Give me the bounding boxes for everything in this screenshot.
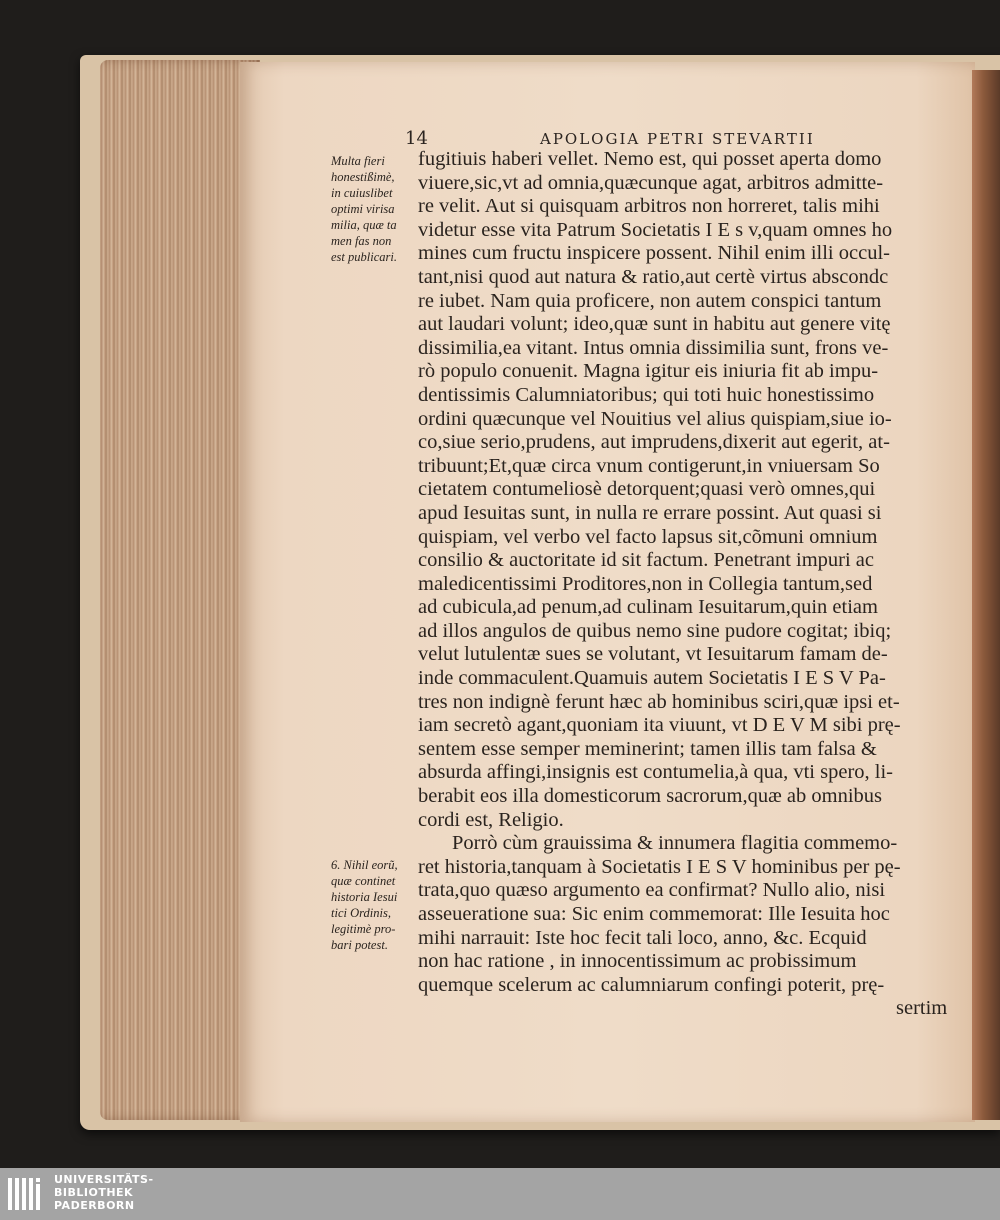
text-line: non hac ratione , in innocentissimum ac probissimum [418,950,857,973]
text-line: cietatem contumeliosè detorquent;quasi verò omnes,qui [418,478,876,501]
library-name-line: UNIVERSITÄTS- [54,1173,154,1186]
marginal-line: men fas non [331,234,392,248]
marginal-line: milia, quæ ta [331,218,397,232]
text-line: ad illos angulos de quibus nemo sine pudore cogitat; ibiq; [418,619,892,642]
marginal-line: tici Ordinis, [331,906,391,920]
marginal-line: optimi virisa [331,202,395,216]
text-line: re iubet. Nam quia proficere, non autem conspici tantum [418,289,882,312]
text-line: sentem esse semper meminerint; tamen illis tam falsa & [418,737,877,760]
text-line: aut laudari volunt; ideo,quæ sunt in habitu aut genere vitę [418,313,891,336]
marginal-line: historia Iesui [331,890,398,904]
text-line: tres non indignè ferunt hæc ab hominibus sciri,quæ ipsi et- [418,690,900,713]
marginal-note [331,857,413,953]
text-line: Porrò cùm grauissima & innumera flagitia commemo- [452,832,898,855]
text-line: videtur esse vita Patrum Societatis I E s v,quam omnes ho [418,218,893,241]
library-name-line: PADERBORN [54,1199,135,1212]
page-number: 14 [405,128,428,149]
text-line: apud Iesuitas sunt, in nulla re errare possint. Aut quasi si [418,501,882,524]
marginal-line: honestißimè, [331,170,395,184]
text-line: tant,nisi quod aut natura & ratio,aut certè virtus abscondc [418,265,889,288]
library-name [54,1173,154,1212]
text-line: tribuunt;Et,quæ circa vnum contigerunt,in vniuersam So [418,454,880,477]
text-line: inde commaculent.Quamuis autem Societatis I E S V Pa- [418,667,886,690]
text-line: dentissimis Calumniatoribus; qui toti huic honestissimo [418,383,875,406]
body-text [418,148,978,1021]
marginal-line: Multa fieri [331,154,385,168]
text-line: maledicentissimi Proditores,non in Collegia tantum,sed [418,572,873,595]
marginal-line: quæ continet [331,874,396,888]
text-line: quispiam, vel verbo vel facto lapsus sit,cõmuni omnium [418,525,878,548]
text-line: iam secretò agant,quoniam ita viuunt, vt D E V M sibi prę- [418,714,901,737]
marginal-line: legitimè pro- [331,922,396,936]
library-footer [0,1168,1000,1220]
marginal-note [331,153,413,265]
marginal-line: est publicari. [331,250,397,264]
text-line: berabit eos illa domesticorum sacrorum,quæ ab omnibus [418,785,883,808]
text-line: co,siue serio,prudens, aut imprudens,dixerit aut egerit, at- [418,431,890,454]
library-logo-icon [6,1174,46,1214]
text-line: re velit. Aut si quisquam arbitros non horreret, talis mihi [418,195,880,218]
marginal-line: in cuiuslibet [331,186,393,200]
text-line: dissimilia,ea vitant. Intus omnia dissimilia sunt, frons ve- [418,336,889,359]
text-line: mihi narrauit: Iste hoc fecit tali loco, anno, &c. Ecquid [418,926,867,949]
marginal-line: 6. Nihil eorũ, [331,858,398,872]
page-edges [100,60,260,1120]
text-line: cordi est, Religio. [418,808,564,831]
text-line: sertim [896,997,948,1020]
running-title: APOLOGIA PETRI STEVARTII [540,130,815,148]
text-line: rò populo conuenit. Magna igitur eis iniuria fit ab impu- [418,360,879,383]
text-line: asseueratione sua: Sic enim commemorat: Ille Iesuita hoc [418,903,890,925]
text-line: ordini quæcunque vel Nouitius vel alius quispiam,siue io- [418,407,892,430]
text-line: mines cum fructu inspicere possent. Nihil enim illi occul- [418,242,890,265]
text-line: velut lutulentæ sues se volutant, vt Iesuitarum famam de- [418,643,888,666]
text-line: trata,quo quæso argumento ea confirmat? Nullo alio, nisi [418,879,886,902]
library-name-line: BIBLIOTHEK [54,1186,134,1199]
text-line: fugitiuis haberi vellet. Nemo est, qui posset aperta domo [418,148,882,170]
text-line: quemque scelerum ac calumniarum confingi poterit, prę- [418,973,885,996]
text-line: consilio & auctoritate id sit factum. Penetrant impuri ac [418,549,874,572]
text-line: viuere,sic,vt ad omnia,quæcunque agat, arbitros admitte- [418,171,884,194]
text-line: ad cubicula,ad penum,ad culinam Iesuitarum,quin etiam [418,596,878,619]
text-line: absurda affingi,insignis est contumelia,à qua, vti spero, li- [418,761,894,784]
text-line: ret historia,tanquam à Societatis I E S V hominibus per pę- [418,855,901,878]
marginal-line: bari potest. [331,938,388,952]
